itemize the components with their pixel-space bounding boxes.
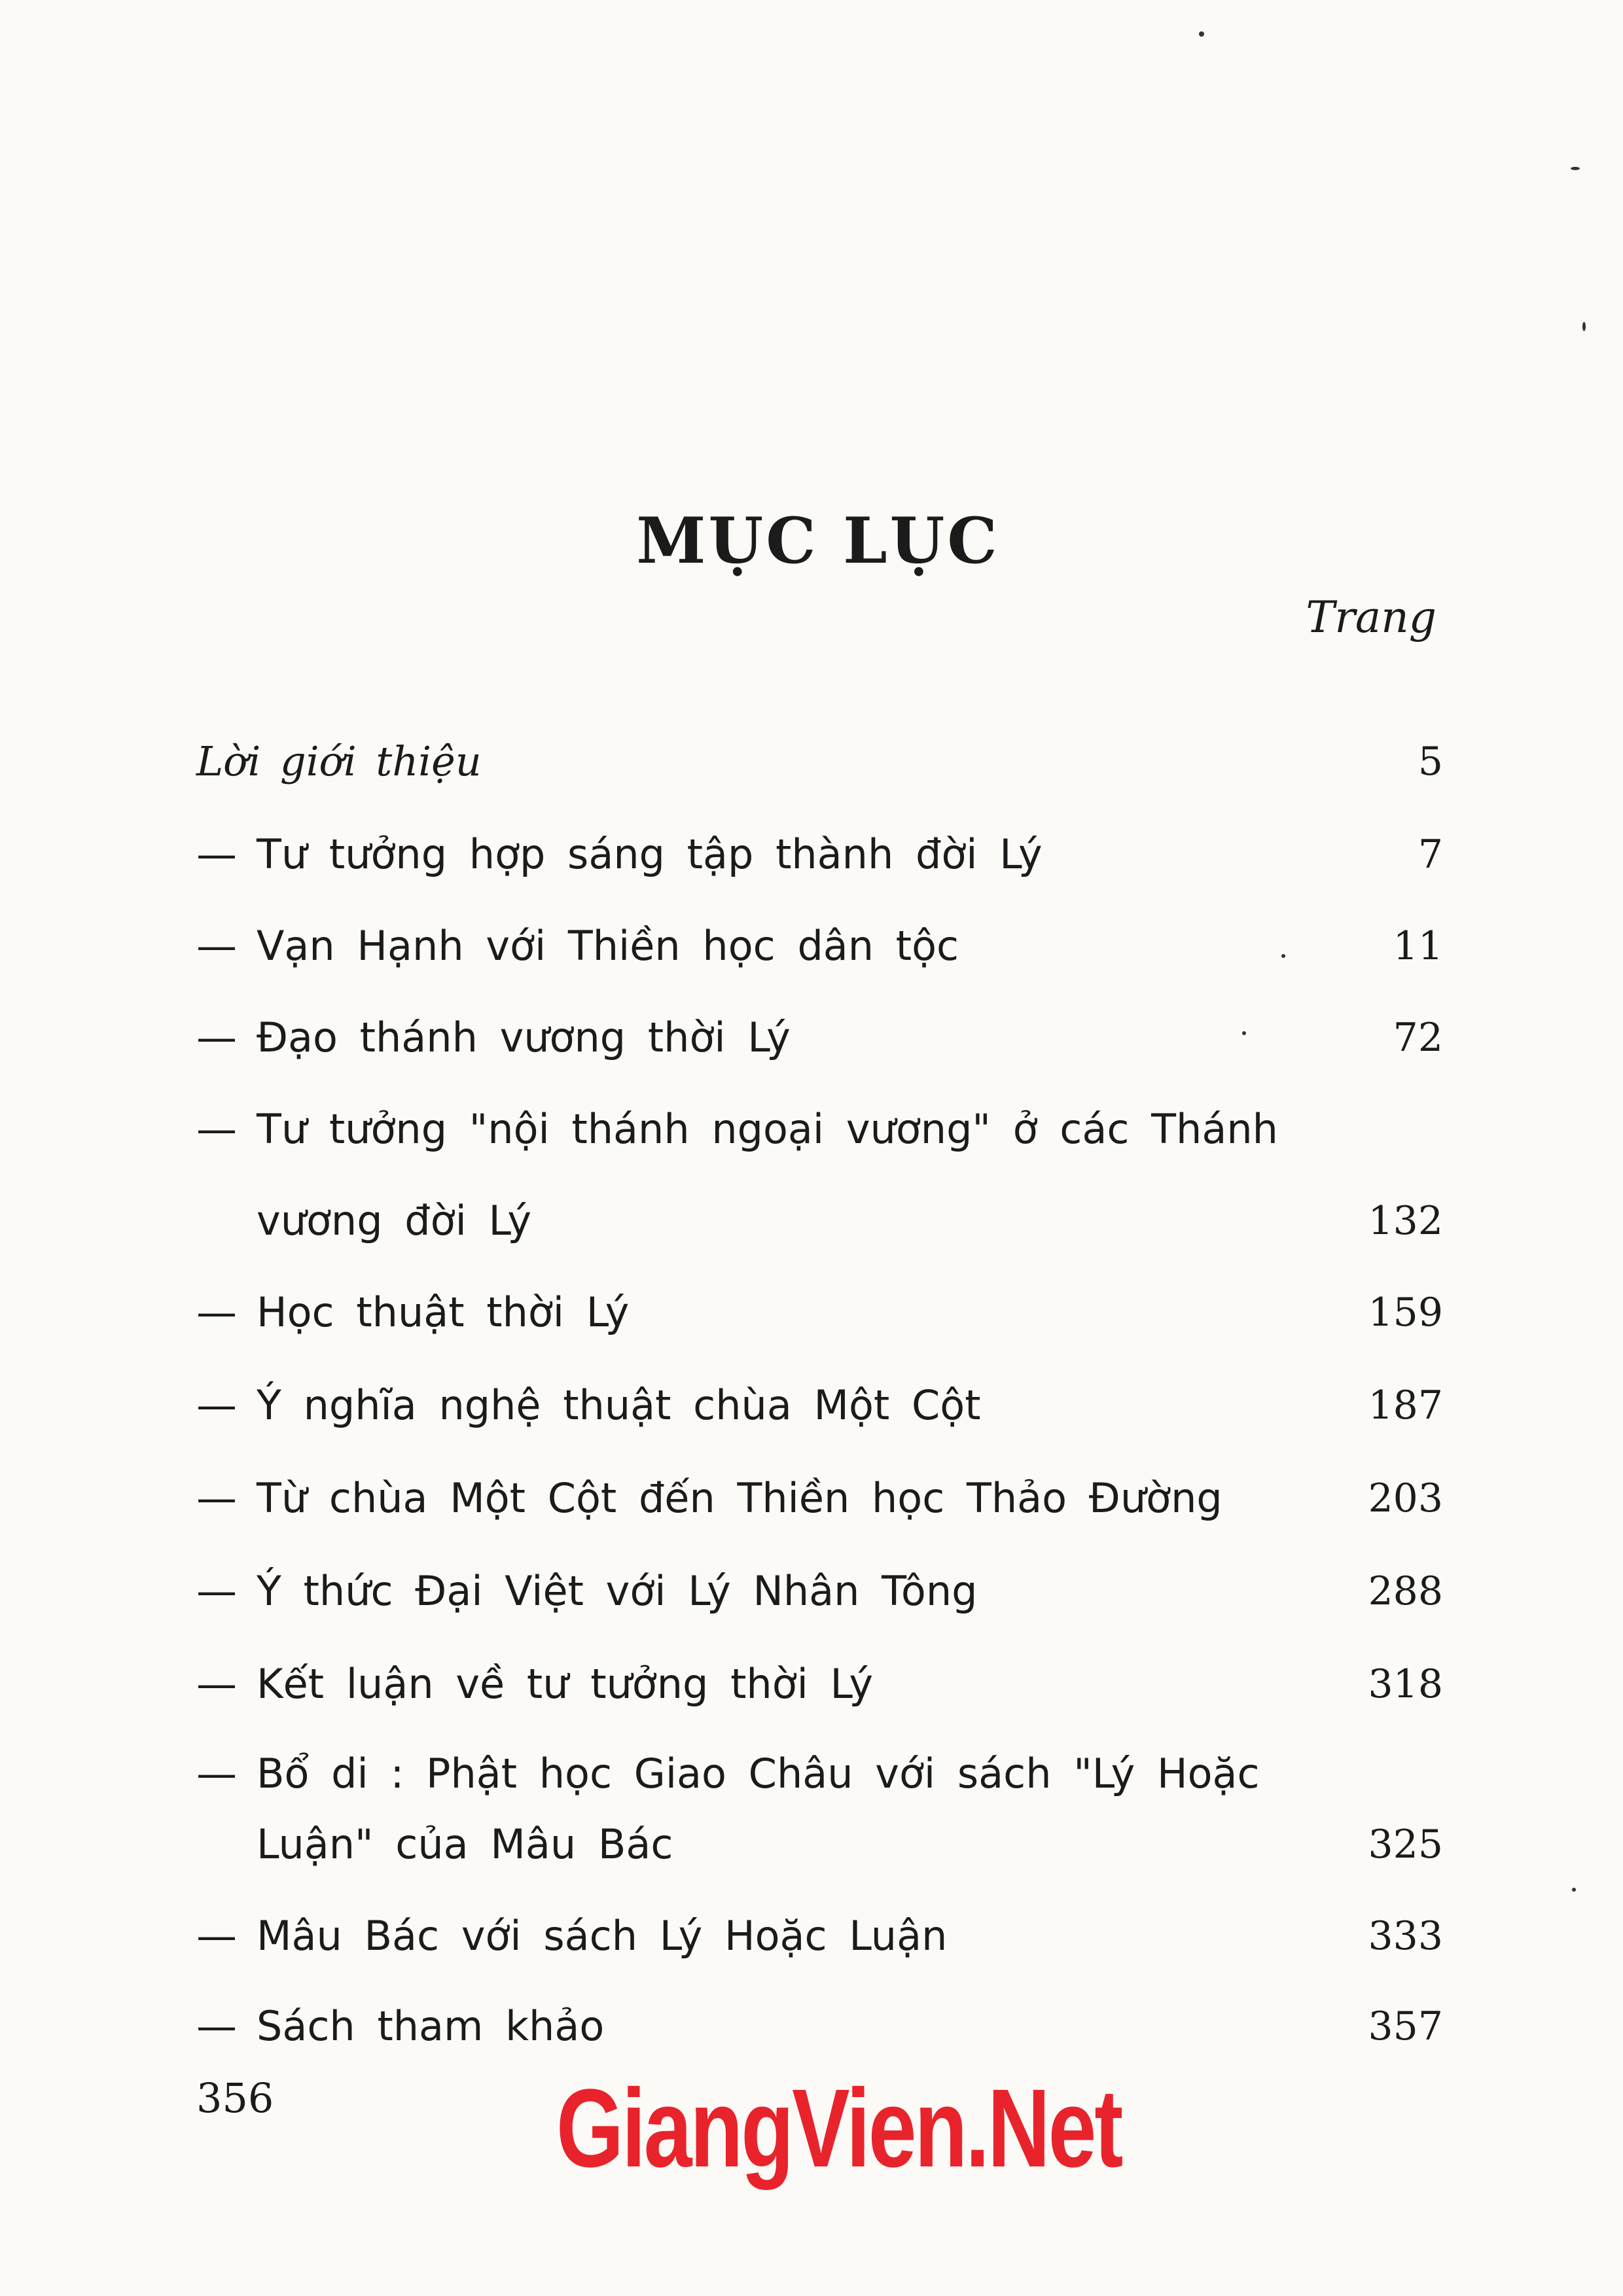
toc-entry-dash: — bbox=[196, 2002, 237, 2050]
toc-entry-dash: — bbox=[196, 1288, 237, 1336]
toc-entry-title: Học thuật thời Lý bbox=[257, 1288, 630, 1336]
toc-entry-title: Ý thức Đại Việt với Lý Nhân Tông bbox=[257, 1567, 978, 1615]
toc-entry-dash: — bbox=[196, 922, 237, 970]
toc-entry-page: 7 bbox=[1418, 832, 1443, 877]
toc-entry-title: Luận" của Mâu Bác bbox=[257, 1820, 673, 1868]
toc-entry-dash: — bbox=[196, 1105, 237, 1153]
toc-entry-dash: — bbox=[196, 1474, 237, 1522]
toc-entry-page: 288 bbox=[1368, 1568, 1443, 1614]
toc-entry-title: vương đời Lý bbox=[257, 1197, 532, 1245]
toc-entry-page: 159 bbox=[1368, 1290, 1443, 1335]
toc-entry-title: Kết luận về tư tưởng thời Lý bbox=[257, 1660, 874, 1708]
toc-entry-page: 11 bbox=[1393, 923, 1443, 969]
toc-entry-page: 203 bbox=[1368, 1475, 1443, 1521]
toc-entry-page: 132 bbox=[1368, 1198, 1443, 1244]
page-title: MỤC LỤC bbox=[636, 504, 1000, 578]
toc-entry-dash: — bbox=[196, 1014, 237, 1061]
toc-entry-title: Đạo thánh vương thời Lý bbox=[257, 1014, 791, 1061]
scan-speck bbox=[1281, 954, 1285, 958]
toc-entry-page: 333 bbox=[1368, 1913, 1443, 1959]
toc-entry-title: Tư tưởng "nội thánh ngoại vương" ở các Thánh bbox=[257, 1105, 1278, 1153]
toc-entry-page: 318 bbox=[1368, 1661, 1443, 1707]
scan-speck bbox=[1582, 322, 1586, 331]
toc-entry-dash: — bbox=[196, 830, 237, 878]
scan-speck bbox=[1572, 1888, 1576, 1892]
scan-speck bbox=[1199, 31, 1204, 37]
watermark-logo: GiangVien.Net bbox=[556, 2066, 1122, 2191]
toc-entry-dash: — bbox=[196, 1660, 237, 1708]
toc-entry-title: Từ chùa Một Cột đến Thiền học Thảo Đường bbox=[257, 1474, 1222, 1522]
toc-entry-title: Mâu Bác với sách Lý Hoặc Luận bbox=[257, 1912, 948, 1960]
scan-speck bbox=[1571, 167, 1580, 170]
toc-entry-page: 5 bbox=[1418, 739, 1443, 785]
toc-entry-page: 72 bbox=[1393, 1015, 1443, 1061]
toc-entry-page: 357 bbox=[1368, 2004, 1443, 2049]
toc-entry-title: Tư tưởng hợp sáng tập thành đời Lý bbox=[257, 830, 1043, 878]
page-number: 356 bbox=[196, 2074, 274, 2122]
toc-entry-title: Lời giới thiệu bbox=[196, 737, 482, 785]
page-column-label: Trang bbox=[1306, 592, 1436, 643]
toc-entry-dash: — bbox=[196, 1567, 237, 1615]
scan-speck bbox=[1242, 1031, 1246, 1035]
toc-entry-title: Sách tham khảo bbox=[257, 2002, 605, 2050]
toc-entry-dash: — bbox=[196, 1750, 237, 1797]
toc-entry-title: Bổ di : Phật học Giao Châu với sách "Lý Hoặc bbox=[257, 1750, 1260, 1797]
toc-entry-page: 325 bbox=[1368, 1822, 1443, 1867]
toc-entry-title: Vạn Hạnh với Thiền học dân tộc bbox=[257, 922, 959, 970]
toc-entry-dash: — bbox=[196, 1381, 237, 1429]
toc-entry-page: 187 bbox=[1368, 1383, 1443, 1428]
toc-entry-title: Ý nghĩa nghệ thuật chùa Một Cột bbox=[257, 1381, 981, 1429]
toc-entry-dash: — bbox=[196, 1912, 237, 1960]
